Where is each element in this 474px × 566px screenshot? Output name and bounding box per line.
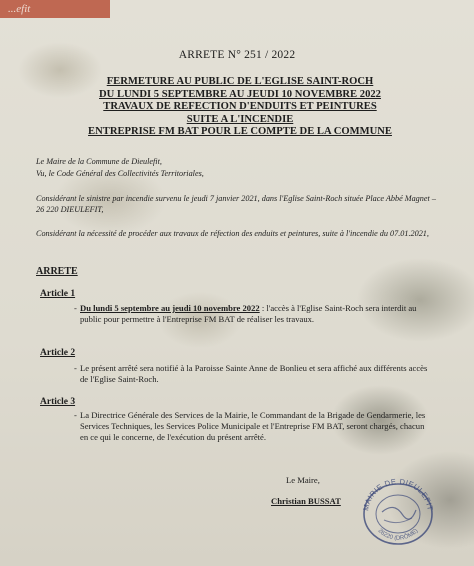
arrete-number: ARRETE N° 251 / 2022 <box>178 49 296 61</box>
mairie-seal-stamp <box>354 474 442 548</box>
article-1-body: : l'accès à l'Eglise Saint-Roch sera interdit au public pour permettre à l'Entreprise FM BAT de réaliser les travaux. <box>80 303 417 324</box>
seal-outer-text: MAIRIE DE DIEULEFIT <box>361 476 435 512</box>
top-stamp: ...efit <box>0 0 110 18</box>
svg-text:26220 (DRÔME) <box>377 528 420 542</box>
preamble-code: Vu, le Code Général des Collectivités Territoriales, <box>36 169 204 178</box>
article-2-text <box>74 363 432 385</box>
article-2-dash: - <box>74 363 77 373</box>
article-1-date-range: Du lundi 5 septembre au jeudi 10 novembre 2022 <box>80 303 260 313</box>
document-heading <box>40 76 440 139</box>
article-2-label: Article 2 <box>40 348 76 358</box>
heading-line-3: TRAVAUX DE REFECTION D'ENDUITS ET PEINTURES <box>103 101 377 112</box>
seal-inner-text: 26220 (DRÔME) <box>376 528 420 542</box>
heading-line-2: DU LUNDI 5 SEPTEMBRE AU JEUDI 10 NOVEMBRE 2022 <box>99 88 381 100</box>
article-1-text <box>74 303 432 325</box>
article-3-body: La Directrice Générale des Services de la Mairie, le Commandant de la Brigade de Gendarmerie, les Services Techniques, les Services Police Municipale et l'Entreprise FM BAT, seront chargés, chacun en ce qui le concerne, de l'exécution du présent arrêté. <box>80 410 426 442</box>
article-3-dash: - <box>74 410 77 420</box>
heading-line-1: FERMETURE AU PUBLIC DE L'EGLISE SAINT-ROCH <box>106 76 374 87</box>
article-1-label: Article 1 <box>40 289 76 299</box>
preamble-mayor: Le Maire de la Commune de Dieulefit, <box>36 157 162 166</box>
heading-line-5: ENTREPRISE FM BAT POUR LE COMPTE DE LA COMMUNE <box>88 126 392 137</box>
arrete-label: ARRETE <box>36 266 78 277</box>
signatory-name: Christian BUSSAT <box>271 496 341 506</box>
article-1-dash: - <box>74 303 77 313</box>
preamble-considerant-1: Considérant le sinistre par incendie survenu le jeudi 7 janvier 2021, dans l'Eglise Saint-Roch située Place Abbé Magnet – 26 220 DIEULEFIT, <box>36 194 436 214</box>
article-3-label: Article 3 <box>40 397 76 407</box>
preamble-considerant-2: Considérant la nécessité de procéder aux travaux de réfection des enduits et peintures, suite à l'incendie du 07.01.2021, <box>36 229 429 238</box>
mayor-label: Le Maire, <box>286 475 320 485</box>
article-2-body: Le présent arrêté sera notifié à la Paroisse Sainte Anne de Bonlieu et sera affiché aux différents accès de l'Eglise Saint-Roch. <box>80 363 428 384</box>
article-3-text <box>74 410 432 443</box>
svg-text:MAIRIE DE DIEULEFIT <box>361 477 435 512</box>
heading-line-4: SUITE A L'INCENDIE <box>186 113 294 125</box>
